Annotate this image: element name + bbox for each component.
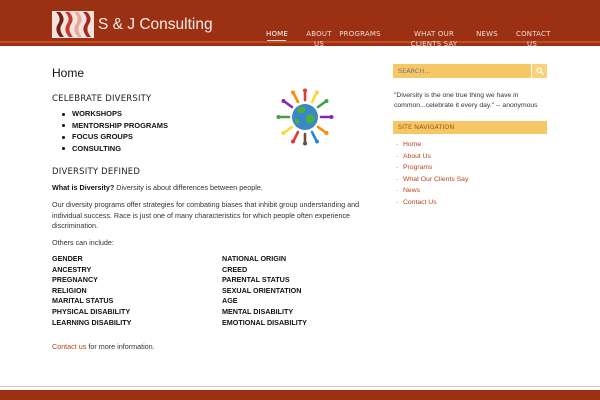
characteristics-right-list — [222, 254, 307, 328]
nav-home-label: HOME — [266, 30, 289, 38]
nav-about-us-label: ABOUT US — [306, 30, 332, 48]
contact-line — [52, 342, 155, 351]
contact-suffix: for more information. — [86, 342, 155, 351]
site-footer — [0, 390, 600, 400]
sidebar-link-contact-us[interactable]: - Contact Us — [396, 197, 546, 209]
programs-list — [62, 108, 168, 154]
search-input[interactable] — [393, 64, 531, 78]
list-item: PREGNANCY — [52, 275, 98, 285]
list-item: GENDER — [52, 254, 83, 263]
site-logo[interactable] — [52, 11, 94, 38]
list-item: CREED — [222, 264, 248, 274]
list-item: NATIONAL ORIGIN — [222, 254, 287, 263]
definition-question: What is Diversity? — [52, 183, 115, 192]
globe-with-people-icon — [276, 88, 334, 146]
site-title[interactable]: S & J Consulting — [98, 16, 213, 33]
celebrate-diversity-heading: CELEBRATE DIVERSITY — [52, 94, 152, 104]
diversity-defined-heading: DIVERSITY DEFINED — [52, 167, 141, 177]
list-item: CONSULTING — [62, 143, 168, 155]
list-item: MARITAL STATUS — [52, 296, 114, 306]
list-item: PARENTAL STATUS — [222, 275, 290, 285]
list-item: LEARNING DISABILITY — [52, 317, 132, 327]
nav-home[interactable] — [266, 29, 288, 39]
nav-active-underline — [267, 40, 286, 41]
nav-news[interactable] — [475, 29, 499, 39]
list-item: FOCUS GROUPS — [62, 131, 168, 143]
search-icon — [536, 67, 544, 75]
list-item: WORKSHOPS — [62, 108, 168, 120]
search-button[interactable] — [531, 64, 547, 78]
list-item: MENTAL DISABILITY — [222, 306, 294, 316]
list-item: PHYSICAL DISABILITY — [52, 306, 131, 316]
nav-programs[interactable] — [339, 29, 381, 39]
site-navigation-list — [396, 139, 546, 209]
others-intro: Others can include: — [52, 238, 114, 247]
nav-news-label: NEWS — [476, 30, 498, 38]
sidebar-quote: "Diversity is the one true thing we have in common...celebrate it every day." -- anonymous — [394, 92, 538, 109]
characteristics-left-list — [52, 254, 131, 328]
sidebar-link-programs[interactable]: - Programs — [396, 162, 546, 174]
contact-us-link[interactable]: Contact us — [52, 342, 87, 351]
nav-contact-us-label: CONTACT US — [516, 30, 551, 48]
page-title: Home — [52, 66, 85, 80]
site-navigation-heading: SITE NAVIGATION — [393, 121, 547, 134]
nav-what-our-clients-say-label: WHAT OUR CLIENTS SAY — [410, 30, 458, 48]
list-item: SEXUAL ORIENTATION — [222, 285, 302, 295]
sidebar-link-what-our-clients-say[interactable]: - What Our Clients Say — [396, 174, 546, 186]
nav-contact-us[interactable] — [516, 29, 551, 49]
list-item: EMOTIONAL DISABILITY — [222, 317, 307, 327]
sidebar-link-about-us[interactable]: - About Us — [396, 151, 546, 163]
definition-answer: Diversity is about differences between people. — [114, 183, 263, 192]
list-item: AGE — [222, 296, 238, 306]
list-item: ANCESTRY — [52, 264, 92, 274]
footer-divider — [0, 386, 600, 387]
sidebar-link-home[interactable]: - Home — [396, 139, 546, 151]
diversity-definition — [52, 183, 362, 194]
list-item: RELIGION — [52, 285, 87, 295]
programs-paragraph: Our diversity programs offer strategies for combating biases that inhibit group understanding and individual success. Race is just one of many characteristics for which people often experience discrimination. — [52, 200, 360, 230]
nav-programs-label: PROGRAMS — [339, 30, 381, 38]
list-item: MENTORSHIP PROGRAMS — [62, 120, 168, 132]
sidebar-link-news[interactable]: - News — [396, 185, 546, 197]
header-stripe — [0, 41, 600, 43]
nav-about-us[interactable] — [306, 29, 332, 49]
nav-what-our-clients-say[interactable] — [400, 29, 468, 49]
